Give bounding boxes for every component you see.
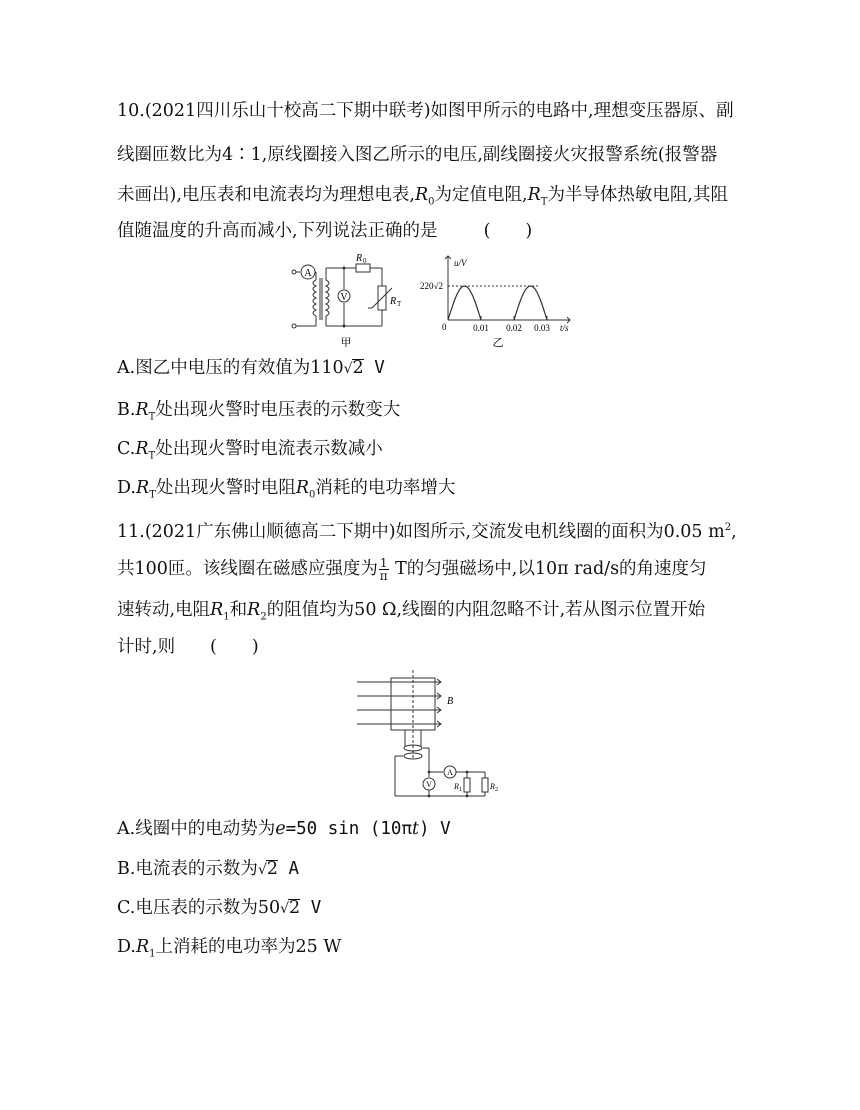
- fig-yi-caption: 乙: [492, 337, 504, 349]
- frac-den: π: [379, 569, 388, 583]
- q10-option-d-text1: 处出现火警时电阻: [155, 478, 296, 498]
- q11-stem-line-4: [117, 635, 259, 659]
- rt-sub-b: T: [148, 411, 156, 423]
- q10-option-a-radicand: 2: [352, 358, 364, 378]
- q11-option-b-unit: A: [278, 859, 300, 879]
- q11-option-a-text: A.线圈中的电动势为: [117, 819, 276, 839]
- q10-answer-blank: ( ): [483, 221, 533, 241]
- one-over-pi-fraction: [379, 557, 389, 582]
- q11-stem-text-1: 11.(2021广东佛山顺德高二下期中)如图所示,交流发电机线圈的面积为0.05 m: [117, 521, 725, 542]
- q10-stem-line-3: [117, 183, 728, 215]
- q11-stem-line-2: [117, 557, 707, 582]
- q10-figure-jia-circuit: [286, 250, 416, 350]
- q11-option-a-t: t: [412, 819, 420, 839]
- rt-label-sub: T: [397, 300, 402, 308]
- terminal-bottom: [292, 324, 296, 328]
- voltmeter-label-q11: V: [426, 780, 432, 789]
- rt-symbol: R: [527, 185, 541, 205]
- b-field-label: B: [447, 696, 454, 707]
- q11-figure-generator: [355, 668, 505, 803]
- q11-stem-text-4: 计时,则 ( ): [117, 637, 259, 657]
- r1-symbol-d: R: [135, 937, 150, 957]
- q11-stem-text-3a: 速转动,电阻: [117, 600, 211, 620]
- q10-option-a-unit: V: [363, 358, 385, 378]
- rt-symbol-c: R: [135, 439, 149, 459]
- q11-stem-text-2a: 共100匝。该线圈在磁感应强度为: [117, 559, 378, 579]
- r1-label: R: [454, 782, 459, 791]
- r0-resistor: [356, 264, 370, 272]
- q10-stem-text-2: 线圈匝数比为4∶1,原线圈接入图乙所示的电压,副线圈接火灾报警系统(报警器: [117, 145, 718, 165]
- q11-option-c-unit: V: [300, 898, 322, 918]
- q10-option-c-prefix: C.: [117, 439, 136, 459]
- q10-option-a: A.图乙中电压的有效值为110√2 V: [117, 358, 385, 378]
- r1-label-sub: 1: [459, 787, 462, 793]
- r2-label: R: [490, 782, 495, 791]
- q11-option-c-text: C.电压表的示数为50: [117, 898, 281, 918]
- y-axis-label: u/V: [454, 258, 467, 268]
- q10-option-d-text2: 消耗的电功率增大: [315, 478, 456, 498]
- q10-stem-text-3a: 未画出),电压表和电流表均为理想电表,: [117, 185, 415, 205]
- ammeter-label: A: [304, 268, 312, 279]
- rt-sub-c: T: [148, 450, 156, 462]
- q10-stem-text-4: 值随温度的升高而减小,下列说法正确的是: [117, 221, 438, 241]
- q11-m2-sup: 2: [724, 522, 732, 533]
- r0-label-sub: 0: [363, 257, 367, 265]
- q11-option-d-prefix: D.: [117, 937, 136, 957]
- q11-option-a-end: ) V: [419, 819, 451, 839]
- q11-option-b-text: B.电流表的示数为: [117, 859, 258, 879]
- q11-option-a-e: e: [275, 819, 286, 839]
- q10-option-b: [117, 398, 400, 430]
- r0-symbol-d: R: [295, 478, 310, 498]
- tick-0.02: 0.02: [506, 323, 522, 333]
- rt-label: R: [390, 296, 397, 307]
- q11-stem-line-1: [117, 516, 737, 544]
- q10-stem-text-3c: 为半导体热敏电阻,其阻: [547, 185, 728, 205]
- q11-option-b: B.电流表的示数为√2 A: [117, 859, 300, 879]
- half-wave-curve: [448, 286, 547, 320]
- secondary-coil: [326, 280, 329, 316]
- r1-sub-d: 1: [149, 948, 156, 960]
- primary-coil: [313, 280, 316, 316]
- r0-symbol: R: [414, 185, 429, 205]
- rt-sub: T: [540, 196, 548, 208]
- q11-option-a-mid: =50 sin (10π: [285, 819, 412, 839]
- r0-sub-d: 0: [309, 489, 316, 501]
- q11-stem-line-3: [117, 598, 705, 630]
- q10-option-d-prefix: D.: [117, 478, 136, 498]
- q11-option-d-text: 上消耗的电功率为25 W: [155, 937, 342, 957]
- q11-stem-text-2b: T的匀强磁场中,以10π rad/s的角速度匀: [389, 559, 707, 579]
- q10-figure-yi-graph: [420, 250, 580, 350]
- r2-symbol: R: [247, 600, 261, 620]
- terminal-top: [292, 270, 296, 274]
- voltmeter-label: V: [340, 292, 348, 303]
- r2-label-sub: 2: [495, 787, 498, 793]
- r1-sub: 1: [223, 611, 230, 623]
- r0-label: R: [356, 253, 363, 264]
- q11-stem-text-3c: 的阻值均为50 Ω,线圈的内阻忽略不计,若从图示位置开始: [266, 600, 706, 620]
- tick-0.01: 0.01: [473, 323, 489, 333]
- q10-stem-text-3b: 为定值电阻,: [434, 185, 528, 205]
- q10-stem-line-2: [117, 143, 717, 167]
- q10-option-c: [117, 437, 383, 469]
- ammeter-label-q11: A: [447, 768, 453, 777]
- r2-resistor: [482, 778, 488, 792]
- frac-num: 1: [379, 556, 388, 570]
- q10-option-a-text: A.图乙中电压的有效值为110: [117, 358, 344, 378]
- tick-0.03: 0.03: [534, 323, 550, 333]
- r1-symbol: R: [210, 600, 224, 620]
- q11-option-c: C.电压表的示数为50√2 V: [117, 898, 322, 918]
- q11-option-b-radicand: 2: [266, 859, 278, 879]
- q10-stem-text-1: 10.(2021四川乐山十校高二下期中联考)如图甲所示的电路中,理想变压器原、副: [117, 101, 734, 121]
- q10-stem-line-4: [117, 219, 532, 243]
- q11-stem-text-3b: 和: [229, 600, 248, 620]
- q10-option-c-text: 处出现火警时电流表示数减小: [155, 439, 383, 459]
- origin-label: 0: [442, 322, 447, 332]
- x-axis-label: t/s: [560, 323, 569, 333]
- q10-option-b-prefix: B.: [117, 400, 136, 420]
- r1-resistor: [464, 778, 470, 792]
- r2-sub: 2: [260, 611, 267, 623]
- rt-sub-d: T: [149, 489, 156, 501]
- q11-option-a: [117, 817, 451, 841]
- r0-sub: 0: [428, 196, 435, 208]
- peak-label: 220√2: [420, 281, 443, 291]
- q10-stem-line-1: [117, 99, 734, 123]
- q10-option-d: [117, 476, 455, 508]
- q11-option-d: [117, 935, 341, 967]
- q11-option-c-radicand: 2: [289, 898, 301, 918]
- fig-jia-caption: 甲: [340, 337, 352, 349]
- q11-stem-text-1-end: ,: [731, 521, 737, 542]
- rt-symbol-d: R: [135, 478, 150, 498]
- q10-option-b-text: 处出现火警时电压表的示数变大: [155, 400, 401, 420]
- rt-symbol-b: R: [135, 400, 149, 420]
